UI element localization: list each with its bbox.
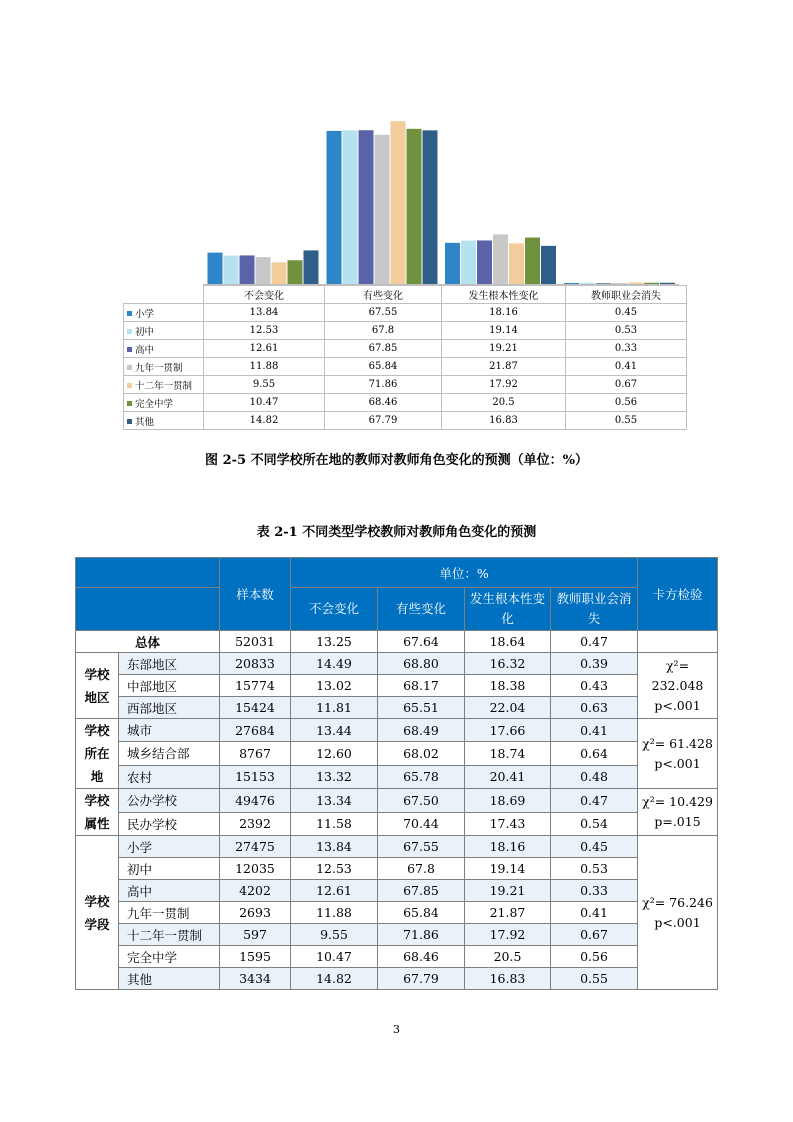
- header-col-2: 有些变化: [378, 588, 465, 631]
- bar-3-1: [240, 255, 255, 284]
- chi-square-result: χ²= 10.429 p=.015: [638, 789, 718, 836]
- value-cell: 0.55: [551, 968, 638, 990]
- value-cell: 16.32: [465, 653, 551, 675]
- bar-5-1: [272, 262, 287, 284]
- row-label: 小学: [119, 836, 220, 858]
- table-row: [76, 789, 718, 813]
- bar-4-4: [612, 283, 627, 284]
- legend-swatch: [127, 401, 132, 406]
- value-cell: 20.41: [465, 765, 551, 788]
- bar-7-2: [423, 130, 438, 284]
- value-cell: 17.92: [465, 924, 551, 946]
- value-cell: 13.84: [291, 836, 378, 858]
- sample-size: 15774: [220, 675, 291, 697]
- table-row: [76, 902, 718, 924]
- row-label: 十二年一贯制: [119, 924, 220, 946]
- table-row: [76, 675, 718, 697]
- data-label: 0.41: [566, 358, 687, 376]
- value-cell: 16.83: [465, 968, 551, 990]
- legend-entry: [124, 412, 204, 430]
- sample-size: 15424: [220, 697, 291, 719]
- value-cell: 0.47: [551, 789, 638, 813]
- data-label: 0.56: [566, 394, 687, 412]
- sample-size: 597: [220, 924, 291, 946]
- data-label: 67.55: [325, 304, 442, 322]
- value-cell: 0.43: [551, 675, 638, 697]
- legend-swatch: [127, 365, 132, 370]
- value-cell: 14.82: [291, 968, 378, 990]
- value-cell: 22.04: [465, 697, 551, 719]
- legend-swatch: [127, 329, 132, 334]
- legend-label: 小学: [135, 308, 155, 320]
- header-col-3: 发生根本性变化: [465, 588, 551, 631]
- value-cell: 0.48: [551, 765, 638, 788]
- value-cell: 18.16: [465, 836, 551, 858]
- value-cell: 67.85: [378, 880, 465, 902]
- legend-swatch: [127, 347, 132, 352]
- bar-2-3: [461, 241, 476, 284]
- data-label: 19.21: [442, 340, 566, 358]
- value-cell: 65.51: [378, 697, 465, 719]
- table-row: [76, 719, 718, 742]
- category-label: 教师职业会消失: [566, 286, 687, 304]
- value-cell: 0.45: [551, 836, 638, 858]
- data-label: 9.55: [204, 376, 325, 394]
- bar-1-4: [564, 283, 579, 284]
- value-cell: 68.02: [378, 742, 465, 765]
- group-label: 学校 学段: [76, 836, 119, 990]
- value-cell: 12.61: [291, 880, 378, 902]
- value-cell: 18.69: [465, 789, 551, 813]
- category-label: 有些变化: [325, 286, 442, 304]
- table-row: [76, 968, 718, 990]
- legend-entry: [124, 304, 204, 322]
- value-cell: 17.66: [465, 719, 551, 742]
- bar-7-4: [660, 283, 675, 284]
- page-number: 3: [393, 1023, 400, 1036]
- value-cell: 21.87: [465, 902, 551, 924]
- results-table: [75, 557, 718, 990]
- row-label: 农村: [119, 765, 220, 788]
- row-label: 其他: [119, 968, 220, 990]
- row-label: 初中: [119, 858, 220, 880]
- value-cell: 18.74: [465, 742, 551, 765]
- bar-3-2: [359, 130, 374, 284]
- data-table-row: [124, 322, 687, 340]
- group-label: 学校 所在 地: [76, 719, 119, 789]
- chi-square-result: χ²= 232.048 p<.001: [638, 653, 718, 719]
- sample-size: 49476: [220, 789, 291, 813]
- row-label: 中部地区: [119, 675, 220, 697]
- value-cell: 0.56: [551, 946, 638, 968]
- table-row: [76, 697, 718, 719]
- bar-6-3: [525, 238, 540, 284]
- value-cell: 14.49: [291, 653, 378, 675]
- value-cell: 70.44: [378, 812, 465, 836]
- value-cell: 67.8: [378, 858, 465, 880]
- value-cell: 12.53: [291, 858, 378, 880]
- value-cell: 68.80: [378, 653, 465, 675]
- value-cell: 13.25: [291, 631, 378, 653]
- data-label: 12.61: [204, 340, 325, 358]
- value-cell: 18.38: [465, 675, 551, 697]
- sample-size: 2693: [220, 902, 291, 924]
- table-row: [76, 812, 718, 836]
- legend-entry: [124, 358, 204, 376]
- bar-2-1: [224, 256, 239, 284]
- value-cell: 0.47: [551, 631, 638, 653]
- value-cell: 67.55: [378, 836, 465, 858]
- value-cell: 13.34: [291, 789, 378, 813]
- value-cell: 10.47: [291, 946, 378, 968]
- bar-5-3: [509, 243, 524, 284]
- data-label: 0.45: [566, 304, 687, 322]
- value-cell: 12.60: [291, 742, 378, 765]
- bar-3-4: [596, 283, 611, 284]
- header-blank: [76, 558, 220, 588]
- data-label: 0.53: [566, 322, 687, 340]
- value-cell: 67.50: [378, 789, 465, 813]
- legend-swatch: [127, 383, 132, 388]
- sample-size: 27684: [220, 719, 291, 742]
- data-label: 67.85: [325, 340, 442, 358]
- sample-size: 3434: [220, 968, 291, 990]
- value-cell: 67.64: [378, 631, 465, 653]
- data-label: 12.53: [204, 322, 325, 340]
- row-label: 完全中学: [119, 946, 220, 968]
- value-cell: 0.41: [551, 902, 638, 924]
- value-cell: 68.49: [378, 719, 465, 742]
- value-cell: 0.53: [551, 858, 638, 880]
- data-label: 18.16: [442, 304, 566, 322]
- data-table-row: [124, 376, 687, 394]
- data-label: 67.8: [325, 322, 442, 340]
- table-caption: 表 2-1 不同类型学校教师对教师角色变化的预测: [256, 525, 537, 540]
- value-cell: 20.5: [465, 946, 551, 968]
- data-label: 10.47: [204, 394, 325, 412]
- chart-data-table: [123, 285, 687, 430]
- data-label: 0.67: [566, 376, 687, 394]
- bar-4-1: [256, 257, 271, 284]
- bar-2-2: [343, 130, 358, 284]
- row-label: 民办学校: [119, 812, 220, 836]
- data-table-row: [124, 304, 687, 322]
- row-label: 高中: [119, 880, 220, 902]
- row-label: 九年一贯制: [119, 902, 220, 924]
- value-cell: 0.64: [551, 742, 638, 765]
- data-table-row: [124, 340, 687, 358]
- header-blank-2: [76, 588, 220, 631]
- value-cell: 0.39: [551, 653, 638, 675]
- data-label: 71.86: [325, 376, 442, 394]
- bar-4-3: [493, 234, 508, 284]
- data-label: 11.88: [204, 358, 325, 376]
- data-label: 21.87: [442, 358, 566, 376]
- category-label: 不会变化: [204, 286, 325, 304]
- category-label: 发生根本性变化: [442, 286, 566, 304]
- table-row: [76, 765, 718, 788]
- sample-size: 15153: [220, 765, 291, 788]
- bar-3-3: [477, 240, 492, 284]
- total-label: 总体: [76, 631, 220, 653]
- value-cell: 19.21: [465, 880, 551, 902]
- chi-square-result: χ²= 61.428 p<.001: [638, 719, 718, 789]
- bar-7-3: [541, 246, 556, 284]
- value-cell: 0.33: [551, 880, 638, 902]
- value-cell: 11.58: [291, 812, 378, 836]
- bar-7-1: [304, 250, 319, 284]
- value-cell: 71.86: [378, 924, 465, 946]
- group-label: 学校 属性: [76, 789, 119, 836]
- table-row: [76, 836, 718, 858]
- bar-6-4: [644, 283, 659, 284]
- sample-size: 27475: [220, 836, 291, 858]
- data-table-row: [124, 412, 687, 430]
- sample-size: 52031: [220, 631, 291, 653]
- value-cell: 13.44: [291, 719, 378, 742]
- data-label: 16.83: [442, 412, 566, 430]
- value-cell: 0.54: [551, 812, 638, 836]
- data-label: 14.82: [204, 412, 325, 430]
- row-label: 东部地区: [119, 653, 220, 675]
- row-label: 城市: [119, 719, 220, 742]
- legend-label: 完全中学: [135, 398, 174, 410]
- data-label: 68.46: [325, 394, 442, 412]
- value-cell: 65.78: [378, 765, 465, 788]
- value-cell: 67.79: [378, 968, 465, 990]
- legend-label: 其他: [135, 416, 155, 428]
- row-label: 城乡结合部: [119, 742, 220, 765]
- legend-swatch: [127, 311, 132, 316]
- bar-5-2: [391, 121, 406, 284]
- header-unit: 单位：%: [291, 558, 638, 588]
- sample-size: 4202: [220, 880, 291, 902]
- data-label: 65.84: [325, 358, 442, 376]
- value-cell: 13.32: [291, 765, 378, 788]
- legend-entry: [124, 340, 204, 358]
- value-cell: 18.64: [465, 631, 551, 653]
- value-cell: 0.63: [551, 697, 638, 719]
- data-label: 19.14: [442, 322, 566, 340]
- bar-4-2: [375, 135, 390, 284]
- table-row-total: [76, 631, 718, 653]
- value-cell: 9.55: [291, 924, 378, 946]
- data-label: 0.55: [566, 412, 687, 430]
- bar-chart: [0, 0, 793, 290]
- table-row: [76, 880, 718, 902]
- value-cell: 19.14: [465, 858, 551, 880]
- data-table-corner: [124, 286, 204, 304]
- value-cell: 11.81: [291, 697, 378, 719]
- header-col-4: 教师职业会消失: [551, 588, 638, 631]
- bar-2-4: [580, 283, 595, 284]
- data-label: 17.92: [442, 376, 566, 394]
- bar-6-1: [288, 260, 303, 284]
- table-row: [76, 858, 718, 880]
- row-label: 公办学校: [119, 789, 220, 813]
- table-row: [76, 946, 718, 968]
- legend-label: 十二年一贯制: [135, 380, 193, 392]
- bar-1-1: [208, 253, 223, 284]
- data-label: 13.84: [204, 304, 325, 322]
- value-cell: 0.67: [551, 924, 638, 946]
- table-row: [76, 742, 718, 765]
- bar-1-3: [445, 243, 460, 284]
- table-row: [76, 924, 718, 946]
- value-cell: 13.02: [291, 675, 378, 697]
- legend-swatch: [127, 419, 132, 424]
- data-label: 67.79: [325, 412, 442, 430]
- data-label: 20.5: [442, 394, 566, 412]
- data-label: 0.33: [566, 340, 687, 358]
- value-cell: 68.17: [378, 675, 465, 697]
- legend-entry: [124, 394, 204, 412]
- chi-square-cell: [638, 631, 718, 653]
- sample-size: 12035: [220, 858, 291, 880]
- value-cell: 11.88: [291, 902, 378, 924]
- value-cell: 17.43: [465, 812, 551, 836]
- header-chi-square: 卡方检验: [638, 558, 718, 631]
- value-cell: 0.41: [551, 719, 638, 742]
- bar-1-2: [327, 131, 342, 284]
- figure-caption: 图 2-5 不同学校所在地的教师对教师角色变化的预测（单位：%）: [205, 453, 588, 468]
- group-label: 学校 地区: [76, 653, 119, 719]
- legend-label: 九年一贯制: [135, 362, 183, 374]
- legend-label: 初中: [135, 326, 155, 338]
- data-table-row: [124, 394, 687, 412]
- bar-5-4: [628, 282, 643, 284]
- table-row: [76, 653, 718, 675]
- sample-size: 1595: [220, 946, 291, 968]
- value-cell: 65.84: [378, 902, 465, 924]
- sample-size: 20833: [220, 653, 291, 675]
- legend-entry: [124, 322, 204, 340]
- legend-label: 高中: [135, 344, 155, 356]
- data-table-row: [124, 358, 687, 376]
- header-sample-size: 样本数: [220, 558, 291, 631]
- value-cell: 68.46: [378, 946, 465, 968]
- chi-square-result: χ²= 76.246 p<.001: [638, 836, 718, 990]
- legend-entry: [124, 376, 204, 394]
- sample-size: 8767: [220, 742, 291, 765]
- bar-6-2: [407, 129, 422, 284]
- sample-size: 2392: [220, 812, 291, 836]
- row-label: 西部地区: [119, 697, 220, 719]
- header-col-1: 不会变化: [291, 588, 378, 631]
